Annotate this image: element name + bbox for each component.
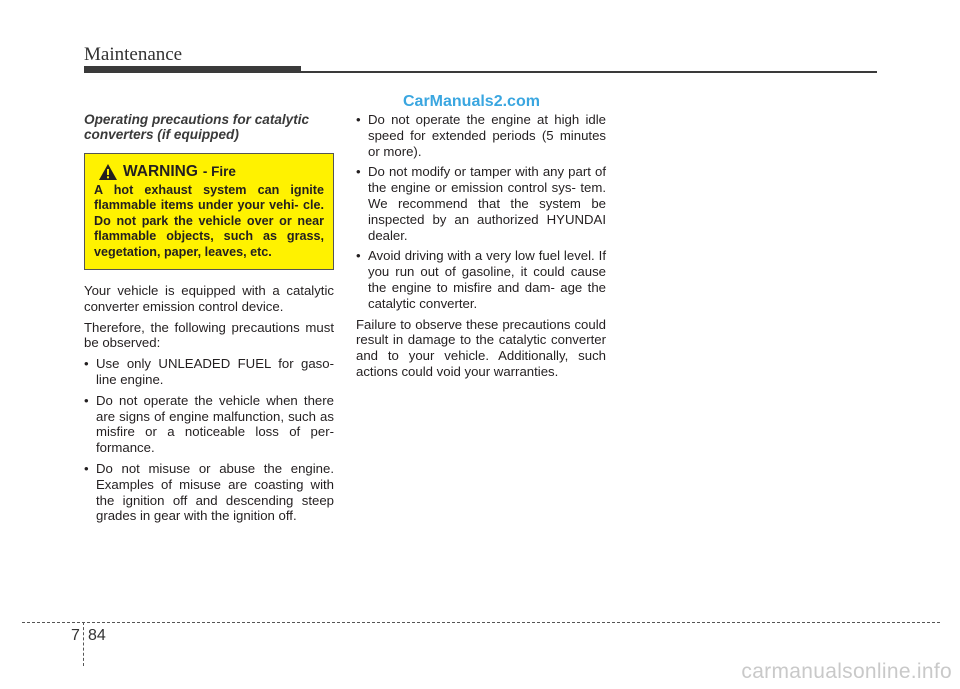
page-number: 84	[88, 627, 106, 644]
right-column	[356, 112, 606, 385]
warning-text: A hot exhaust system can ignite flammable items under your vehi- cle. Do not park the vehicle over or near flammable objects, such as grass, vegetation, paper, leaves, etc.	[94, 183, 324, 259]
paragraph: Therefore, the following precautions must be observed:	[84, 319, 334, 351]
left-column	[84, 112, 334, 529]
bullet-item: • Avoid driving with a very low fuel level. If you run out of gasoline, it could cause the engine to misfire and dam- age the catalytic converter.	[356, 248, 606, 311]
footer-vertical-divider	[83, 622, 84, 666]
header-rule	[84, 71, 877, 73]
bullet-item: • Do not operate the vehicle when there are signs of engine malfunction, such as misfire or a noticeable loss of per- formance.	[84, 393, 334, 456]
warning-box	[84, 153, 334, 270]
bullet-item: • Do not operate the engine at high idle speed for extended periods (5 minutes or more).	[356, 112, 606, 159]
closing-paragraph: Failure to observe these precautions could result in damage to the catalytic converter and to your vehicle. Additionally, such actions could void your warranties.	[356, 316, 606, 379]
section-heading: Operating precautions for catalytic converters (if equipped)	[84, 112, 310, 142]
bullet-item: • Do not misuse or abuse the engine. Examples of misuse are coasting with the ignition off and descending steep grades in gear with the ignition off.	[84, 461, 334, 524]
footer-divider	[22, 622, 940, 623]
bullet-item: • Use only UNLEADED FUEL for gaso- line engine.	[84, 356, 334, 388]
watermark-link[interactable]: CarManuals2.com	[403, 93, 540, 110]
warning-subtitle: - Fire	[202, 164, 236, 180]
paragraph: Your vehicle is equipped with a catalytic converter emission control device.	[84, 283, 334, 314]
bullet-item: • Do not modify or tamper with any part of the engine or emission control sys- tem. We recommend that the system be inspected by an authorized HYUNDAI dealer.	[356, 164, 606, 243]
warning-title	[94, 163, 324, 181]
bottom-watermark: carmanualsonline.info	[741, 660, 952, 683]
warning-label: WARNING	[123, 163, 198, 181]
warning-triangle-icon	[98, 163, 118, 181]
page-header-title: Maintenance	[84, 44, 183, 65]
chapter-number: 7	[71, 627, 80, 644]
